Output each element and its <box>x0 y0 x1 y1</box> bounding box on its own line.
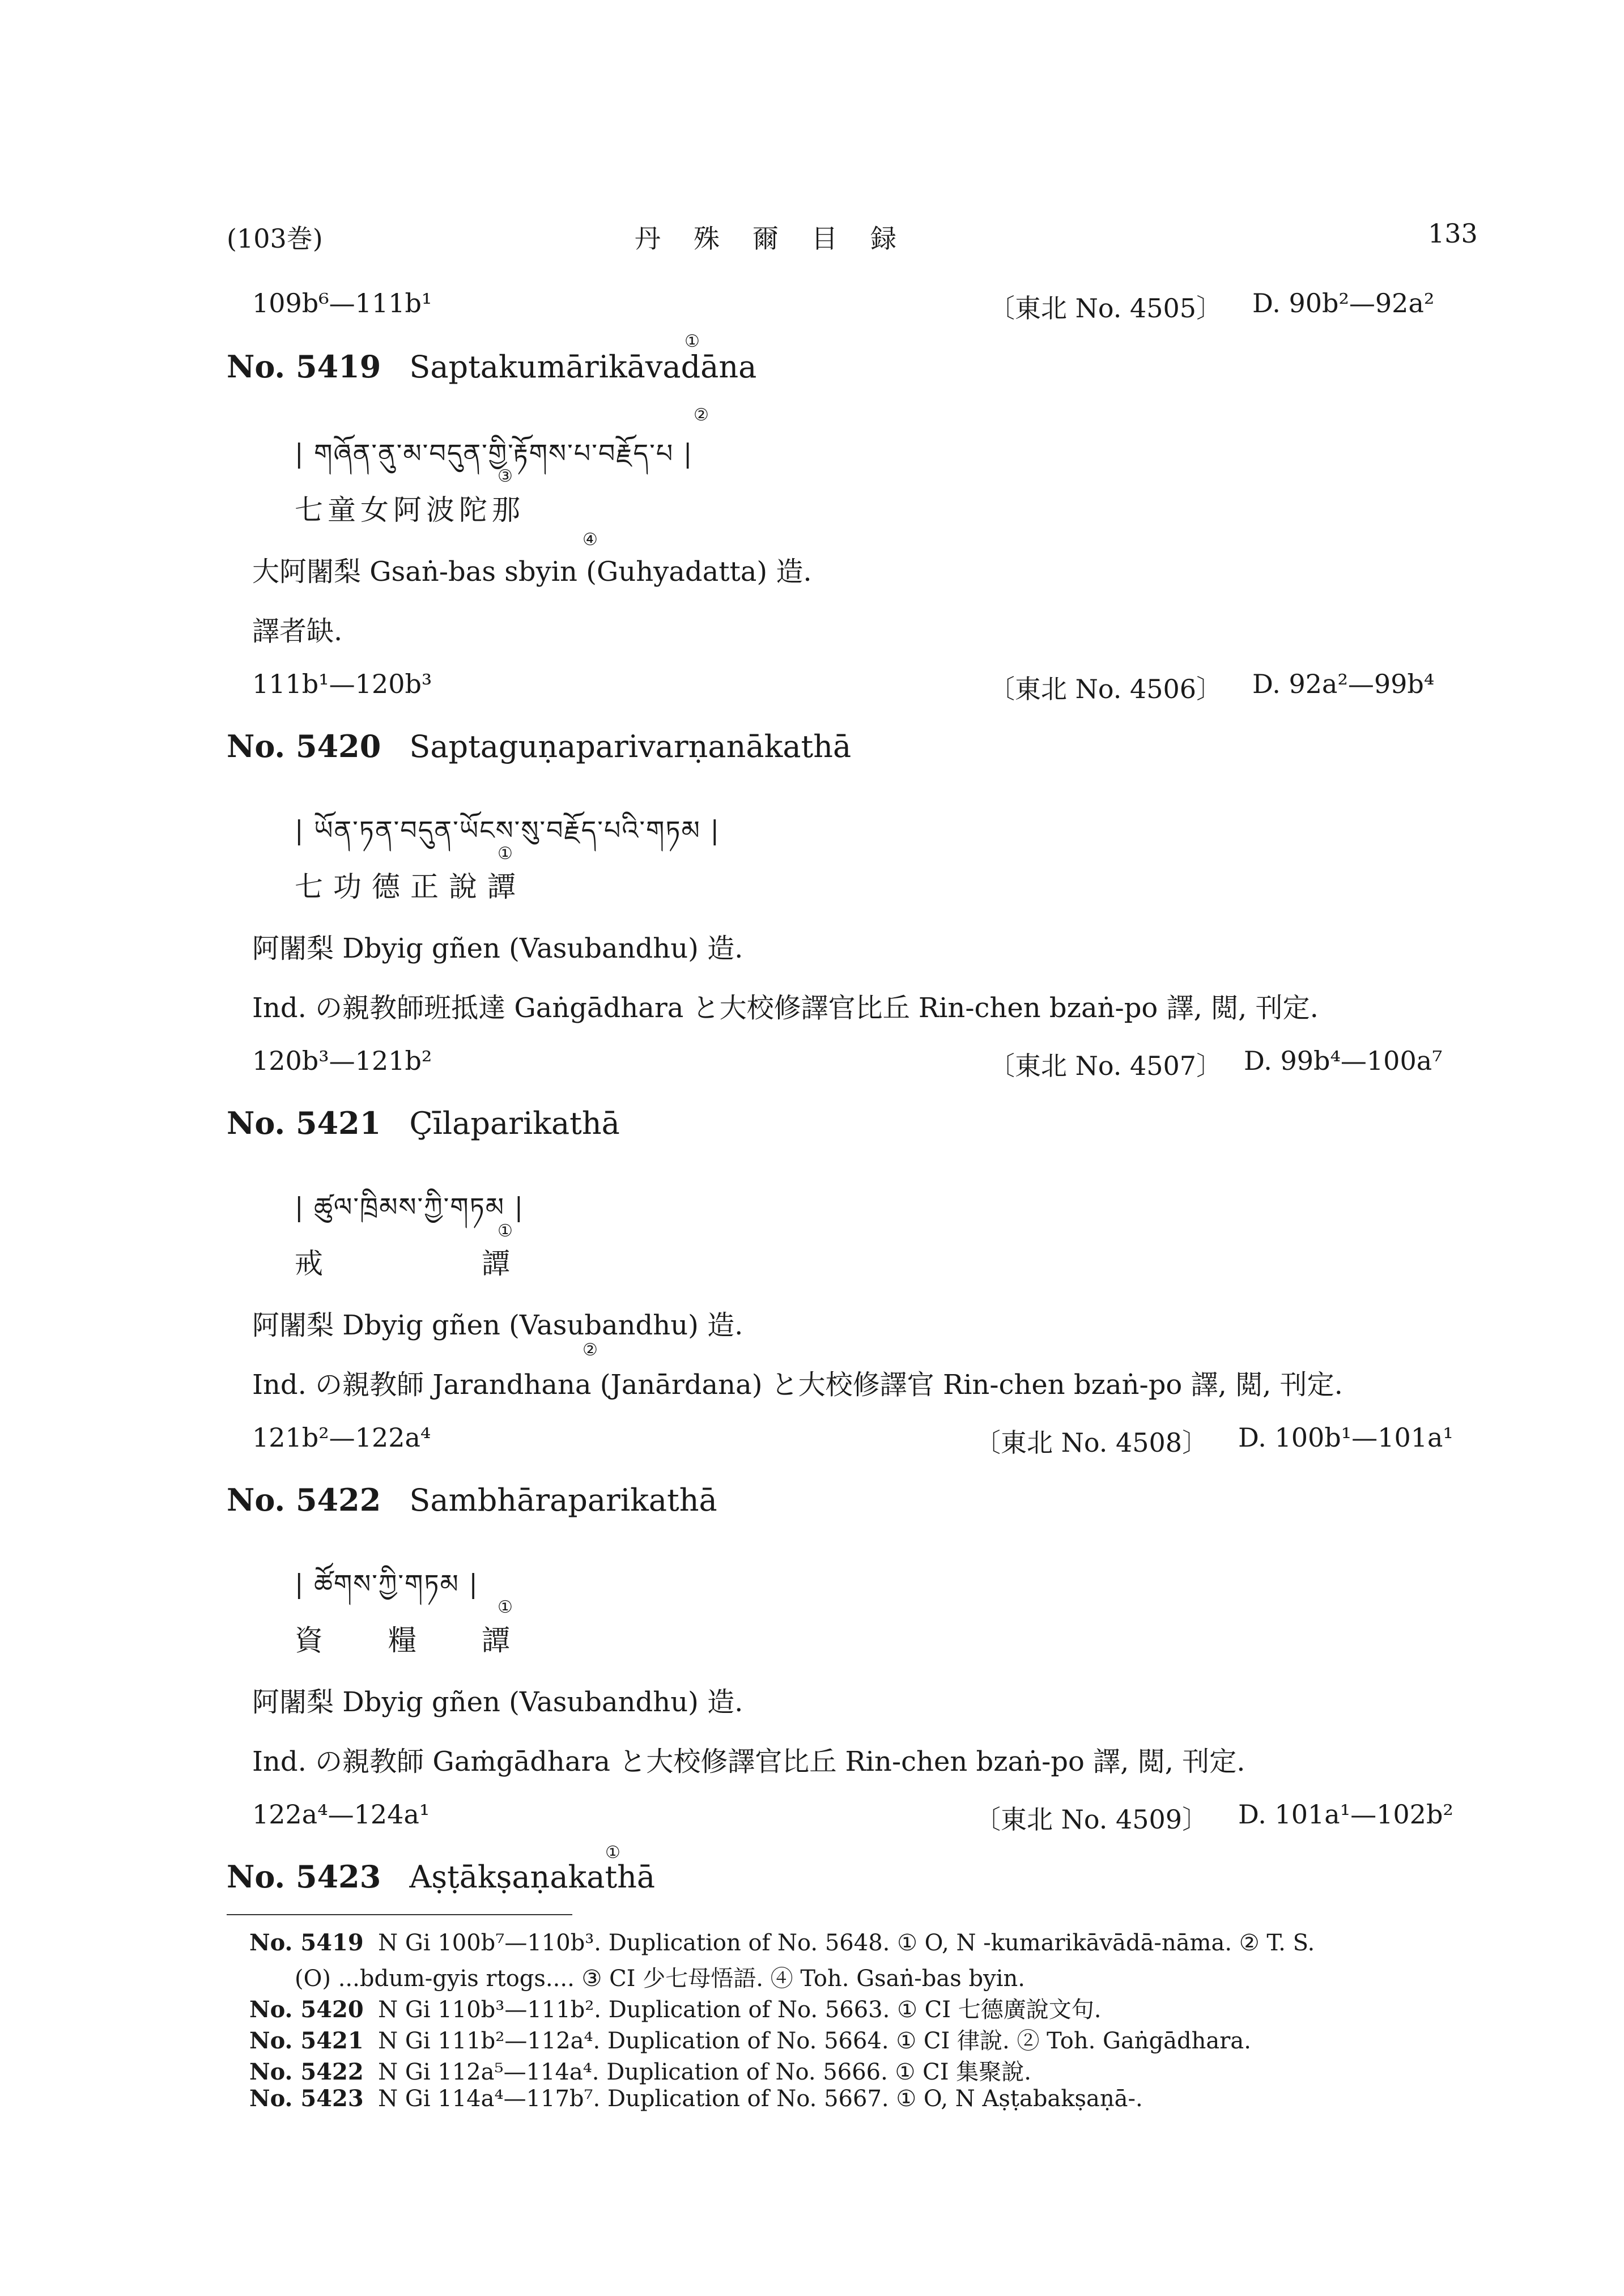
derge-ref: D. 100b¹—101a¹ <box>1238 1422 1453 1453</box>
entry-title: Saptakumārikāvadāna <box>409 349 757 385</box>
footnote-text: N Gi 111b²—112a⁴. Duplication of No. 5664. ① CI 律說. ② Toh. Gaṅgādhara. <box>378 2028 1251 2054</box>
footnote-mark: ① <box>685 331 700 351</box>
entry-heading <box>227 1105 620 1141</box>
entry-heading <box>227 1482 717 1518</box>
folio-range: 121b²—122a⁴ <box>252 1422 431 1453</box>
tibetan-title: | ཡོན་ཏན་བདུན་ཡོངས་སུ་བརྗོད་པའི་གཏམ | <box>295 815 720 845</box>
footnote-text: N Gi 100b⁷—110b³. Duplication of No. 5648. ① O, N -kumarikāvādā-nāma. ② T. S. <box>378 1930 1315 1956</box>
entry-heading <box>227 1859 655 1895</box>
author-line: 阿闍梨 Dbyig gñen (Vasubandhu) 造. <box>252 933 743 964</box>
chinese-title-part: 糧 <box>388 1624 421 1657</box>
chinese-title: 七功德正說譚 <box>295 870 526 903</box>
author-line: 阿闍梨 Dbyig gñen (Vasubandhu) 造. <box>252 1309 743 1341</box>
entry-number: No. 5419 <box>227 348 381 385</box>
entry-number: No. 5421 <box>227 1105 381 1141</box>
volume-label: (103巻) <box>227 223 323 254</box>
chinese-title-part: 戒 <box>295 1247 328 1280</box>
derge-ref: D. 99b⁴—100a⁷ <box>1244 1045 1443 1076</box>
tibetan-title: | ཚོགས་ཀྱི་གཏམ | <box>295 1568 479 1599</box>
derge-ref: D. 90b²—92a² <box>1252 288 1435 318</box>
derge-ref: D. 92a²—99b⁴ <box>1252 669 1435 699</box>
footnote-mark: ① <box>498 1597 513 1617</box>
footnote-line <box>249 2023 1251 2055</box>
page-number: 133 <box>1428 218 1478 249</box>
entry-heading <box>227 728 851 764</box>
entry-title: Çīlaparikathā <box>409 1106 620 1141</box>
footnote-mark: ② <box>694 405 709 425</box>
footnote-entry-no: No. 5423 <box>249 2085 364 2112</box>
entry-heading <box>227 348 756 385</box>
footnote-text: (O) ...bdum-gyis rtogs.... ③ CI 少七母悟語. ④ Toh. Gsaṅ-bas byin. <box>295 1966 1025 1992</box>
footnote-mark: ① <box>498 844 513 864</box>
chinese-title: 七童女阿波陀那 <box>295 494 525 526</box>
tohoku-ref: 〔東北 No. 4507〕 <box>989 1051 1223 1081</box>
footnote-mark: ① <box>605 1843 620 1863</box>
translator-line: Ind. の親教師 Jarandhana (Janārdana) と大校修譯官 Rin-chen bzaṅ-po 譯, 閲, 刊定. <box>252 1369 1343 1401</box>
footnote-mark: ② <box>583 1340 598 1360</box>
footnote-text: N Gi 110b³—111b². Duplication of No. 5663. ① CI 七德廣說文句. <box>378 1997 1102 2023</box>
translator-line: Ind. の親教師班抵達 Gaṅgādhara と大校修譯官比丘 Rin-chen bzaṅ-po 譯, 閲, 刊定. <box>252 992 1319 1024</box>
tohoku-ref: 〔東北 No. 4505〕 <box>989 293 1223 324</box>
folio-range: 120b³—121b² <box>252 1045 432 1076</box>
tohoku-ref: 〔東北 No. 4508〕 <box>975 1427 1209 1458</box>
entry-title: Aṣṭākṣaṇakathā <box>409 1859 656 1895</box>
entry-title: Saptaguṇaparivarṇanākathā <box>409 729 852 764</box>
footnote-entry-no: No. 5421 <box>249 2027 364 2054</box>
translator-line: 譯者缺. <box>252 615 343 647</box>
footnote-line <box>295 1961 1025 1993</box>
tibetan-title: | གཞོན་ནུ་མ་བདུན་གྱི་རྟོགས་པ་བརྗོད་པ | <box>295 438 694 469</box>
footnote-text: N Gi 114a⁴—117b⁷. Duplication of No. 5667. ① O, N Aṣṭabakṣaṇā-. <box>378 2086 1143 2112</box>
entry-number: No. 5423 <box>227 1859 381 1895</box>
footnote-line <box>249 2054 1031 2086</box>
chinese-title-part: 譚 <box>482 1247 515 1280</box>
footnote-text: N Gi 112a⁵—114a⁴. Duplication of No. 5666. ① CI 集聚說. <box>378 2059 1031 2085</box>
chinese-title-part: 譚 <box>482 1624 515 1657</box>
page-title: 丹 殊 爾 目 録 <box>635 223 900 254</box>
entry-number: No. 5422 <box>227 1482 381 1518</box>
tibetan-title: | ཚུལ་ཁྲིམས་ཀྱི་གཏམ | <box>295 1192 525 1222</box>
footnote-line <box>249 2085 1143 2112</box>
footnote-entry-no: No. 5422 <box>249 2059 364 2085</box>
entry-number: No. 5420 <box>227 728 381 764</box>
footnote-mark: ① <box>498 1221 513 1241</box>
footnote-entry-no: No. 5419 <box>249 1929 364 1956</box>
footnote-line <box>249 1929 1315 1956</box>
chinese-title-part: 資 <box>295 1624 328 1657</box>
entry-title: Sambhāraparikathā <box>409 1482 717 1518</box>
folio-range: 109b⁶—111b¹ <box>252 288 432 318</box>
footnote-line <box>249 1992 1101 2024</box>
footnote-mark: ④ <box>583 530 598 550</box>
footnote-mark: ③ <box>498 466 513 486</box>
folio-range: 122a⁴—124a¹ <box>252 1799 430 1830</box>
translator-line: Ind. の親教師 Gaṁgādhara と大校修譯官比丘 Rin-chen bzaṅ-po 譯, 閲, 刊定. <box>252 1746 1245 1778</box>
folio-range: 111b¹—120b³ <box>252 669 432 699</box>
derge-ref: D. 101a¹—102b² <box>1238 1799 1453 1830</box>
footnote-entry-no: No. 5420 <box>249 1996 364 2023</box>
author-line: 阿闍梨 Dbyig gñen (Vasubandhu) 造. <box>252 1686 743 1718</box>
footnote-rule <box>227 1914 572 1915</box>
tohoku-ref: 〔東北 No. 4506〕 <box>989 674 1223 704</box>
tohoku-ref: 〔東北 No. 4509〕 <box>975 1804 1209 1835</box>
author-line: 大阿闍梨 Gsaṅ-bas sbyin (Guhyadatta) 造. <box>252 556 812 588</box>
